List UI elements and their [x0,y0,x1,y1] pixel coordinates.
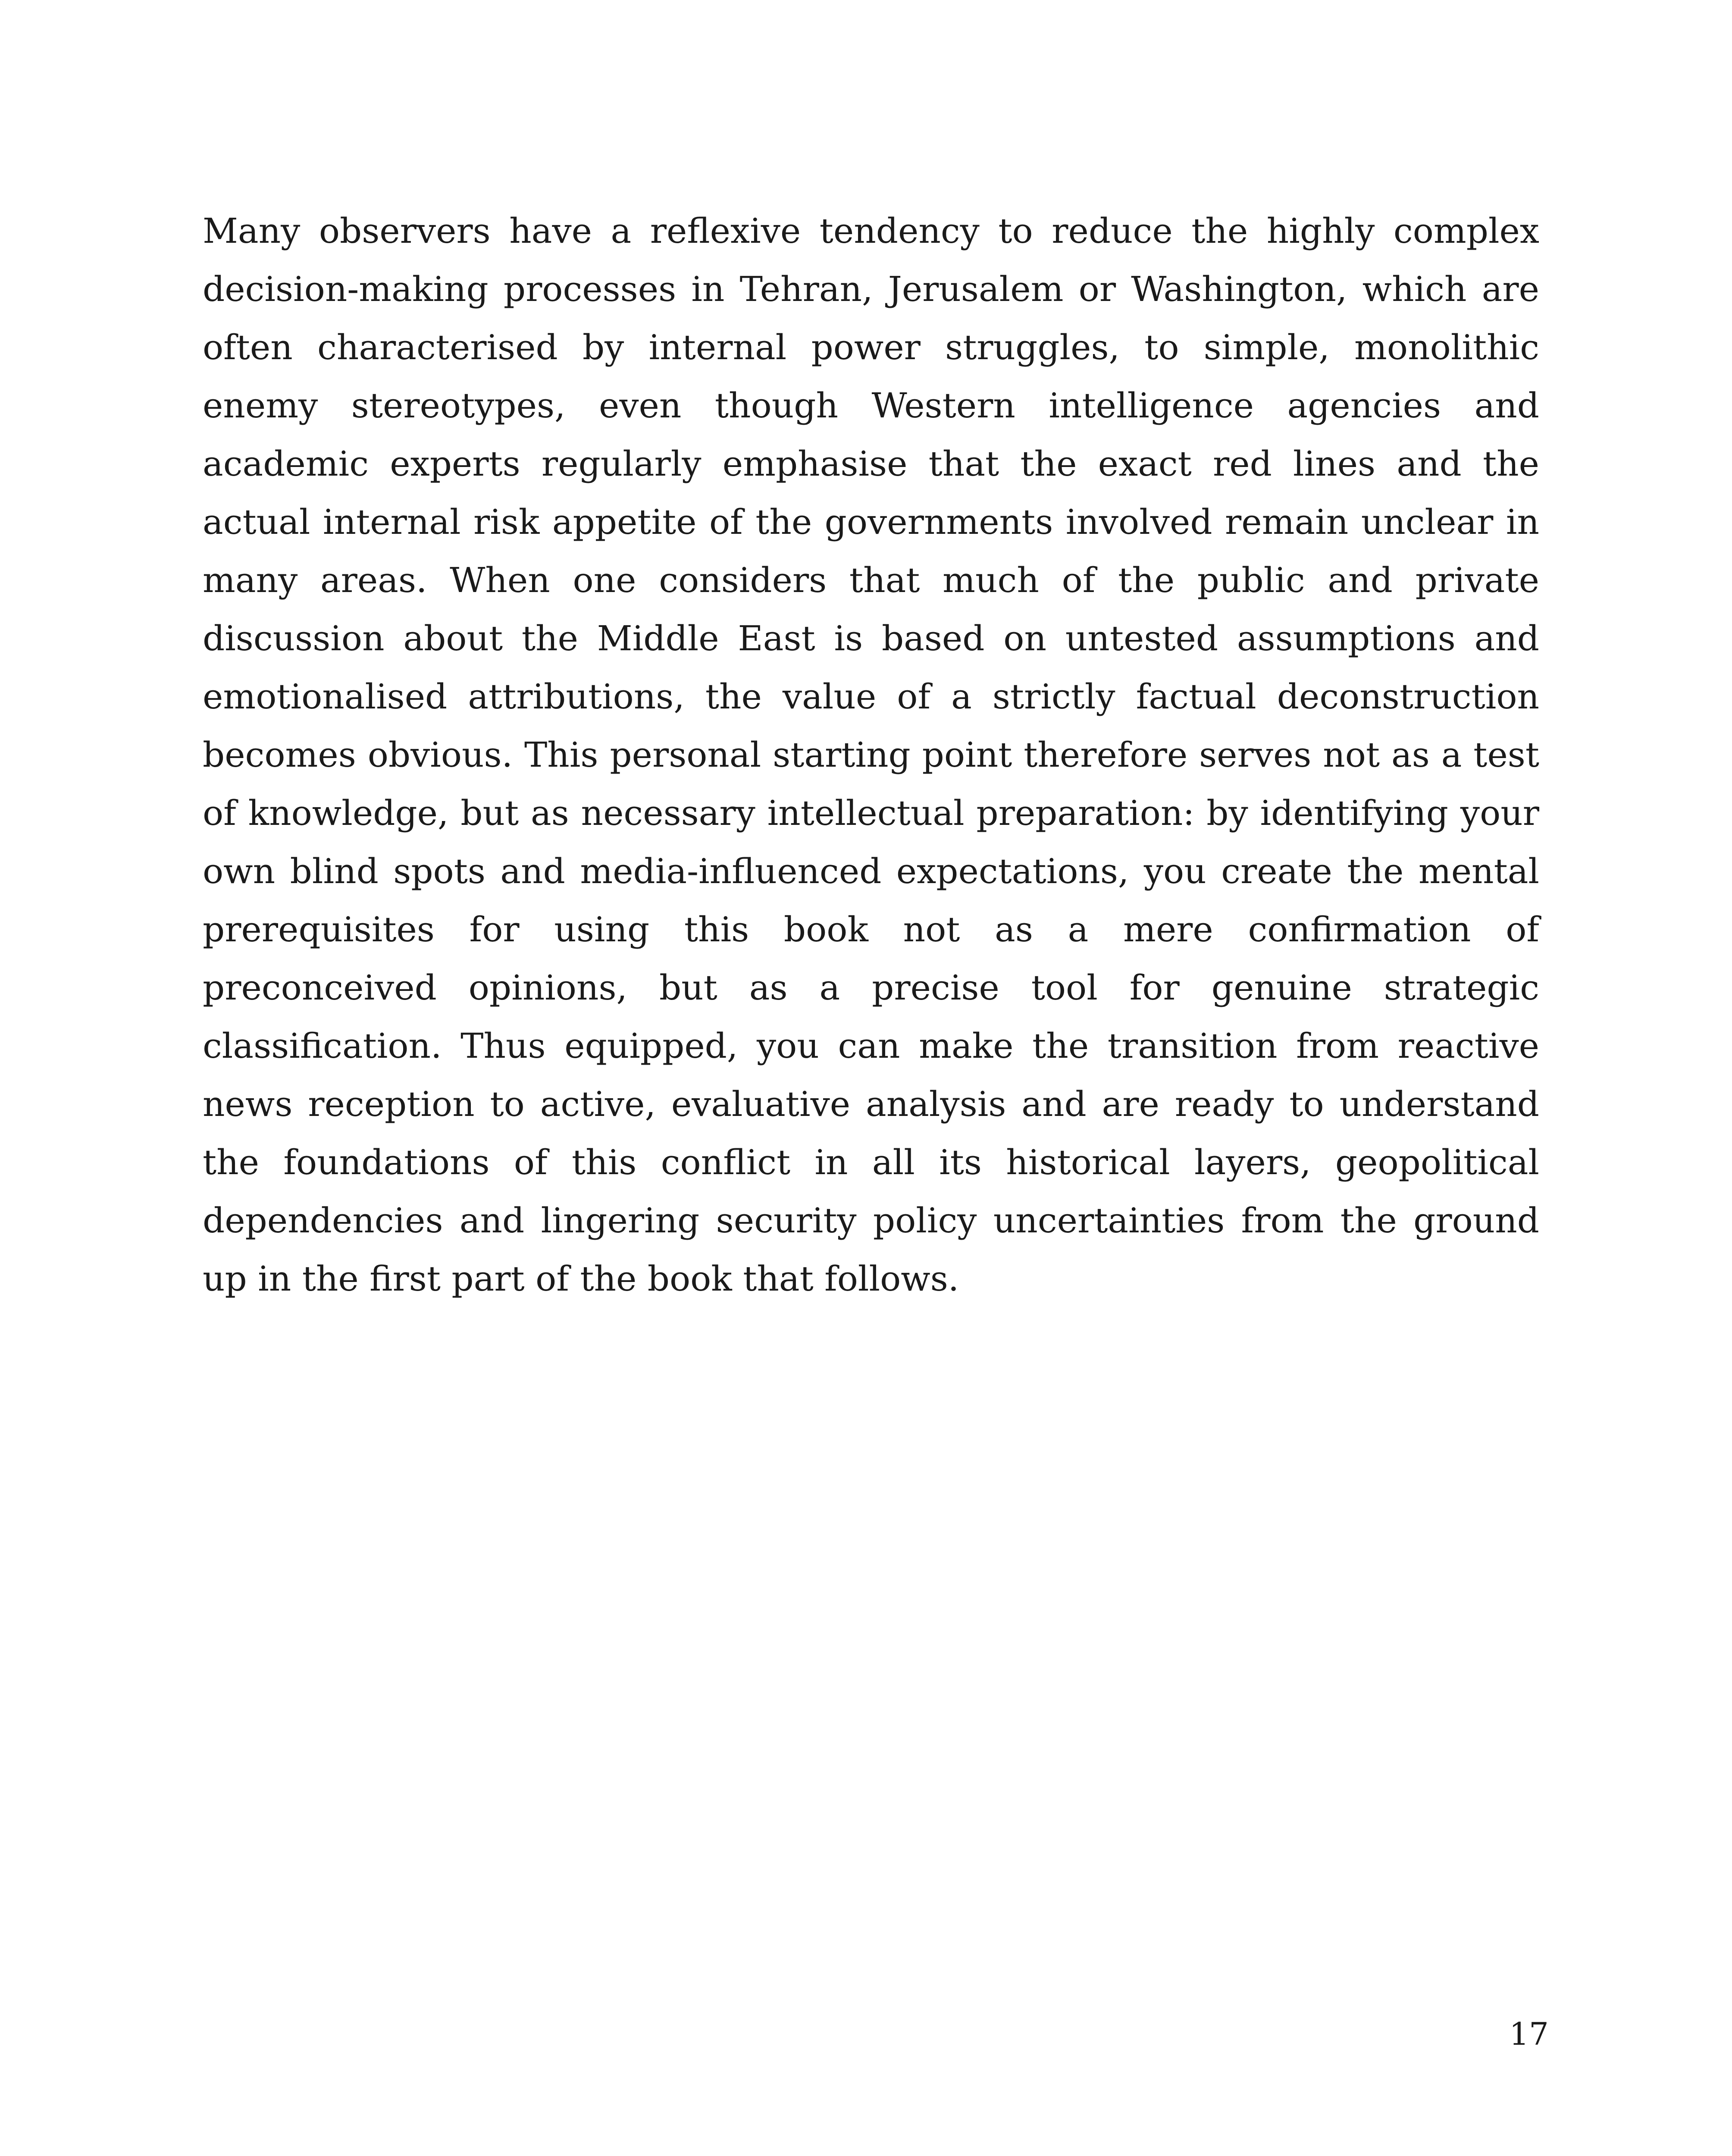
page-number: 17 [1509,2016,1549,2052]
body-paragraph: Many observers have a reflexive tendency to reduce the highly complex decision-making processes in Tehran, Jerusalem or Washington, which are often characterised by internal power struggles, to simple, monolithic enemy stereotypes, even though Western intelligence agencies and academic experts regularly emphasise that the exact red lines and the actual internal risk appetite of the governments involved remain unclear in many areas. When one considers that much of the public and private discussion about the Middle East is based on untested assumptions and emotionalised attributions, the value of a strictly factual deconstruction becomes obvious. This personal starting point therefore serves not as a test of knowledge, but as necessary intellectual preparation: by identifying your own blind spots and media-influenced expectations, you create the mental prerequisites for using this book not as a mere confirmation of preconceived opinions, but as a precise tool for genuine strategic classification. Thus equipped, you can make the transition from reactive news reception to active, evaluative analysis and are ready to understand the foundations of this conflict in all its historical layers, geopolitical dependencies and lingering security policy uncertainties from the ground up in the first part of the book that follows. [203,211,1539,1299]
